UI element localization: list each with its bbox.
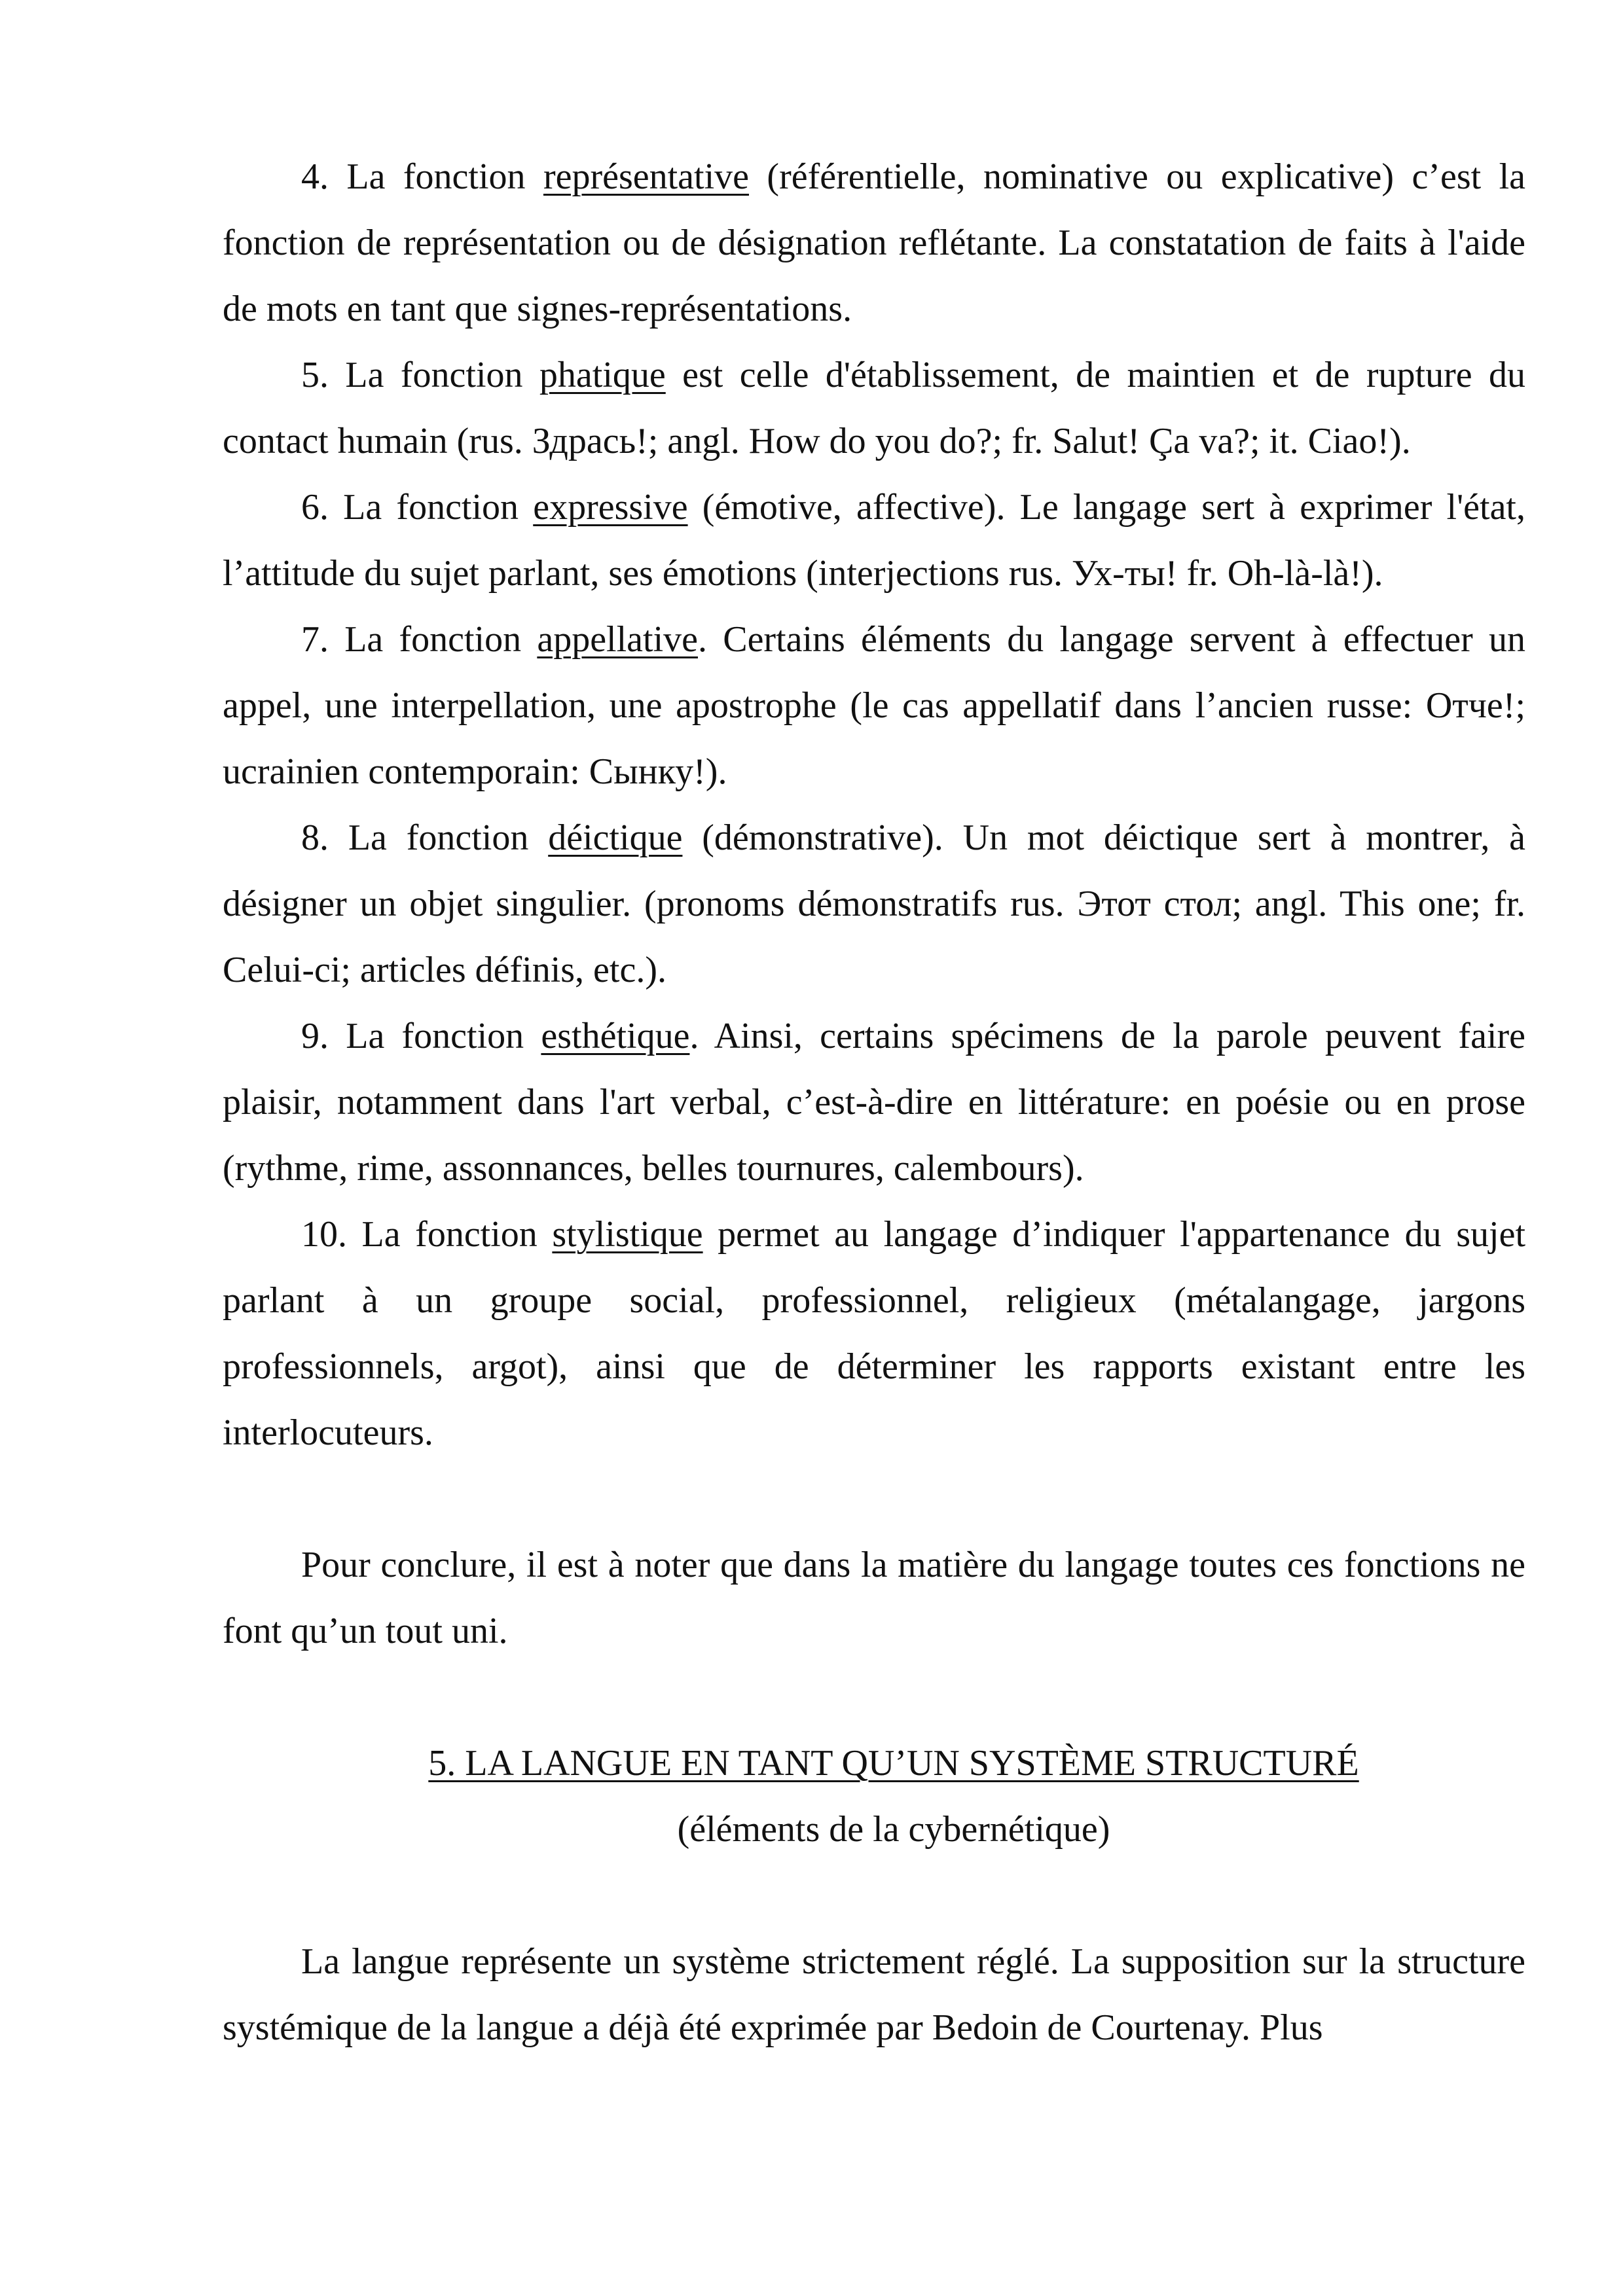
function-text: est celle d'établissement, de maintien et de rupture du contact humain (rus. Здрась!; angl. How do you do?; fr. Salut! Ça va?; it. Ciao!). (223, 355, 1526, 461)
paragraph-spacer (223, 1466, 1525, 1532)
function-number: 7. (301, 619, 329, 660)
function-text: (référentielle, nominative ou explicative) c’est la fonction de représentation ou de désignation reflétante. La constatation de faits à l'aide de mots en tant que signes-représentations. (223, 156, 1526, 329)
function-paragraph-8 (223, 805, 1525, 1003)
function-term: expressive (533, 487, 688, 528)
function-prefix: La fonction (347, 1214, 553, 1255)
document-page (223, 144, 1525, 2061)
function-number: 10. (301, 1214, 347, 1255)
function-term: représentative (543, 156, 749, 197)
conclusion-paragraph: Pour conclure, il est à noter que dans la matière du langage toutes ces fonctions ne font qu’un tout uni. (223, 1545, 1525, 1651)
function-prefix: La fonction (329, 1016, 541, 1056)
function-number: 5. (301, 355, 329, 395)
function-term: esthétique (541, 1016, 690, 1056)
function-prefix: La fonction (329, 817, 549, 858)
function-text: (démonstrative). Un mot déictique sert à montrer, à désigner un objet singulier. (pronoms démonstratifs rus. Этот стол; angl. This one; fr. Celui-ci; articles définis, etc.). (223, 817, 1526, 990)
function-number: 9. (301, 1016, 329, 1056)
paragraph-spacer (223, 1863, 1525, 1929)
function-term: phatique (539, 355, 666, 395)
function-paragraph-9 (223, 1003, 1525, 1202)
section-title: 5. LA LANGUE EN TANT QU’UN SYSTÈME STRUCTURÉ (428, 1743, 1359, 1784)
function-text: . Certains éléments du langage servent à effectuer un appel, une interpellation, une apostrophe (le cas appellatif dans l’ancien russe: Отче!; ucrainien contemporain: Сынку!). (223, 619, 1526, 792)
section-heading (223, 1731, 1525, 1797)
function-paragraph-7 (223, 607, 1525, 805)
function-text: . Ainsi, certains spécimens de la parole peuvent faire plaisir, notamment dans l'art verbal, c’est-à-dire en littérature: en poésie ou en prose (rythme, rime, assonnances, belles tournures, calembours). (223, 1016, 1525, 1189)
function-paragraph-4 (223, 144, 1525, 342)
function-paragraph-10 (223, 1202, 1525, 1466)
intro-paragraph: La langue représente un système strictement réglé. La supposition sur la structure systémique de la langue a déjà été exprimée par Bedoin de Courtenay. Plus (223, 1941, 1525, 2048)
function-text: (émotive, affective). Le langage sert à exprimer l'état, l’attitude du sujet parlant, ses émotions (interjections rus. Ух-ты! fr. Oh-là-là!). (223, 487, 1525, 594)
function-prefix: La fonction (329, 487, 534, 528)
paragraph-spacer (223, 1664, 1525, 1731)
function-paragraph-5 (223, 342, 1525, 475)
function-term: appellative (537, 619, 698, 660)
function-text: permet au langage d’indiquer l'appartenance du sujet parlant à un groupe social, professionnel, religieux (métalangage, jargons professionnels, argot), ainsi que de déterminer les rapports existant entre les interlocuteurs. (223, 1214, 1526, 1453)
function-prefix: La fonction (329, 619, 538, 660)
function-term: déictique (548, 817, 683, 858)
function-prefix: La fonction (329, 156, 543, 197)
function-paragraph-6 (223, 475, 1525, 607)
function-term: stylistique (552, 1214, 703, 1255)
function-number: 6. (301, 487, 329, 528)
function-number: 8. (301, 817, 329, 858)
section-subtitle: (éléments de la cybernétique) (677, 1809, 1110, 1850)
function-prefix: La fonction (329, 355, 539, 395)
function-number: 4. (301, 156, 329, 197)
